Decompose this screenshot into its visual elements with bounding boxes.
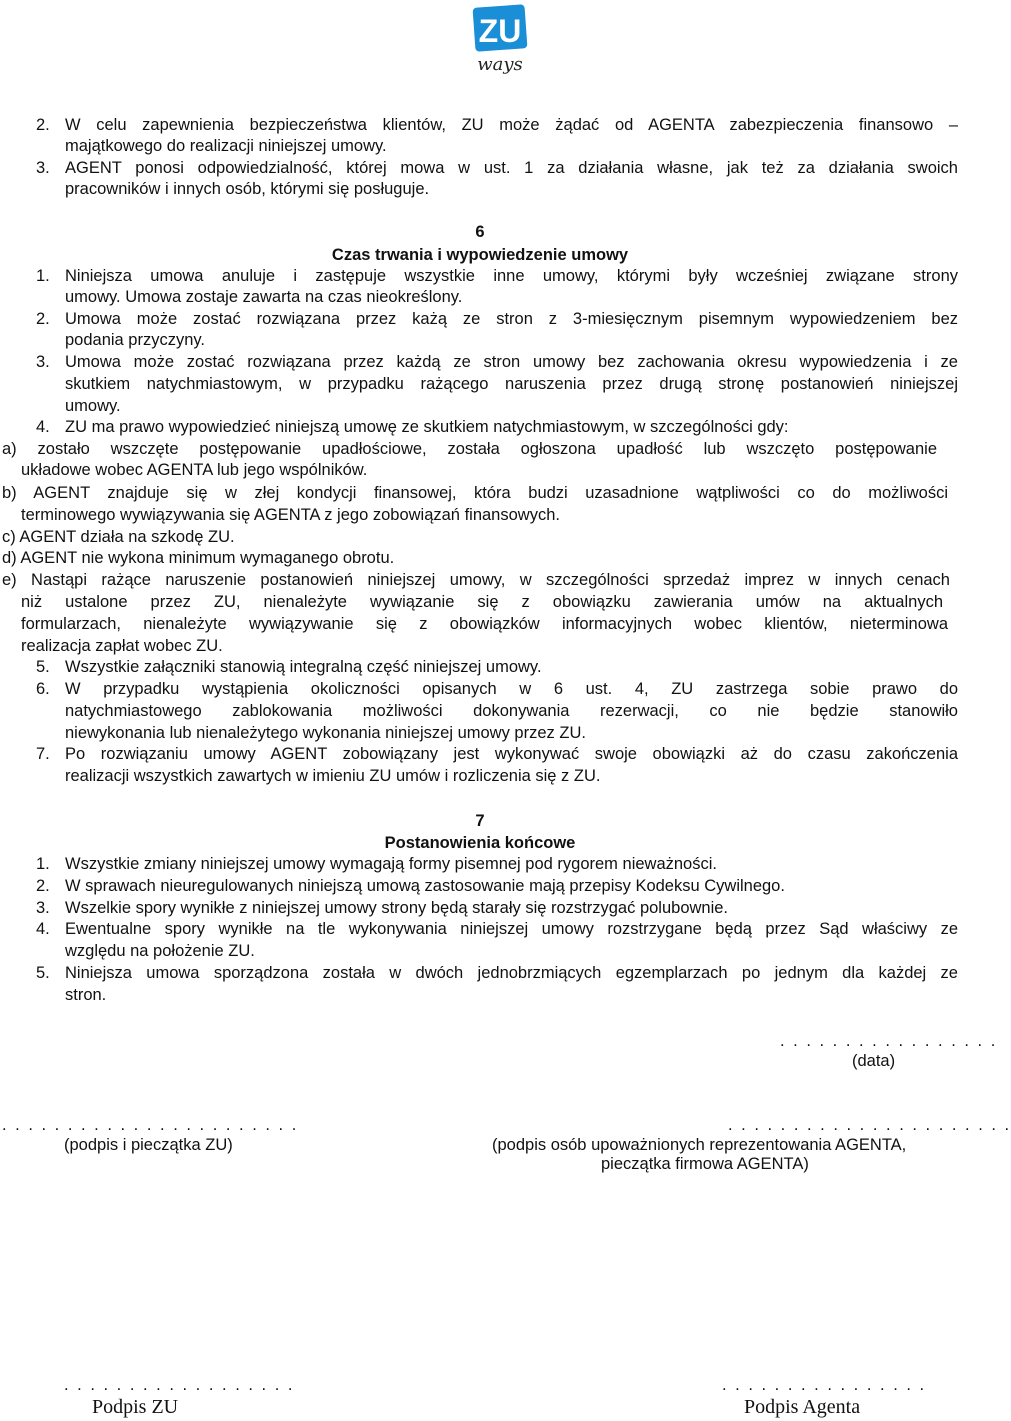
- item-number: 3.: [36, 159, 50, 177]
- logo-text: ZU: [478, 13, 522, 49]
- section-title: Postanowienia końcowe: [384, 834, 576, 852]
- paragraph-line: Umowa może zostać rozwiązana przez każdą ze stron umowy bez zachowania okresu wypowiedzenia i ze: [65, 353, 958, 371]
- signature-label-agent: (podpis osób upoważnionych reprezentowania AGENTA,: [492, 1136, 907, 1154]
- item-number: 3.: [36, 899, 50, 917]
- paragraph-line: ZU ma prawo wypowiedzieć niniejszą umowę ze skutkiem natychmiastowym, w szczególności gdy:: [65, 418, 789, 436]
- item-number: 2.: [36, 116, 50, 134]
- section-number: 7: [475, 812, 485, 830]
- list-item-a-cont: układowe wobec AGENTA lub jego wspólników.: [21, 461, 368, 479]
- date-label: (data): [852, 1052, 896, 1070]
- item-number: 2.: [36, 877, 50, 895]
- paragraph-line: W sprawach nieuregulowanych niniejszą umową zastosowanie mają przepisy Kodeksu Cywilnego.: [65, 877, 785, 895]
- item-number: 6.: [36, 680, 50, 698]
- list-item-a: a) zostało wszczęte postępowanie upadłościowe, została ogłoszona upadłość lub wszczęto postępowanie: [2, 440, 937, 458]
- section-number: 6: [475, 223, 485, 241]
- paragraph-line: Niniejsza umowa sporządzona została w dwóch jednobrzmiących egzemplarzach po jednym dla każdej ze: [65, 964, 958, 982]
- paragraph-line: realizacji wszystkich zawartych w imieniu ZU umów i rozliczenia się z ZU.: [65, 767, 601, 785]
- list-item-e-cont: realizacja zapłat wobec ZU.: [21, 637, 223, 655]
- bottom-signature-label-zu: Podpis ZU: [92, 1396, 179, 1418]
- paragraph-line: Niniejsza umowa anuluje i zastępuje wszystkie inne umowy, którymi były wcześniej związane strony: [65, 267, 958, 285]
- paragraph-line: AGENT ponosi odpowiedzialność, której mowa w ust. 1 za działania własne, jak też za działania swoich: [65, 159, 958, 177]
- signature-label-agent-cont: pieczątka firmowa AGENTA): [601, 1155, 809, 1173]
- paragraph-line: umowy.: [65, 397, 121, 415]
- paragraph-line: pracowników i innych osób, którymi się posługuje.: [65, 180, 430, 198]
- signature-dots-agent: . . . . . . . . . . . . . . . . . . . . . .: [728, 1116, 1011, 1134]
- list-item-e: e) Nastąpi rażące naruszenie postanowień niniejszej umowy, w szczególności sprzedaż imprez w innych cenach: [2, 571, 950, 589]
- paragraph-line: umowy. Umowa zostaje zawarta na czas nieokreślony.: [65, 288, 463, 306]
- paragraph-line: W przypadku wystąpienia okoliczności opisanych w 6 ust. 4, ZU zastrzega sobie prawo do: [65, 680, 958, 698]
- bottom-signature-dots-zu: . . . . . . . . . . . . . . . . . .: [64, 1376, 295, 1394]
- list-item-b: b) AGENT znajduje się w złej kondycji finansowej, która budzi uzasadnione wątpliwości co do możliwości: [2, 484, 948, 502]
- company-logo: [470, 4, 530, 78]
- paragraph-line: niewykonania lub nienależytego wykonania niniejszej umowy przez ZU.: [65, 724, 586, 742]
- paragraph-line: W celu zapewnienia bezpieczeństwa klientów, ZU może żądać od AGENTA zabezpieczenia finansowo –: [65, 116, 958, 134]
- item-number: 1.: [36, 855, 50, 873]
- section-title: Czas trwania i wypowiedzenie umowy: [331, 246, 629, 264]
- bottom-signature-label-agent: Podpis Agenta: [744, 1396, 861, 1418]
- paragraph-line: Wszelkie spory wynikłe z niniejszej umowy strony będą starały się rozstrzygać polubownie.: [65, 899, 729, 917]
- paragraph-line: względu na położenie ZU.: [65, 942, 255, 960]
- signature-label-zu: (podpis i pieczątka ZU): [64, 1136, 233, 1154]
- paragraph-line: natychmiastowego zablokowania możliwości dokonywania rezerwacji, co nie będzie stanowiło: [65, 702, 958, 720]
- item-number: 3.: [36, 353, 50, 371]
- paragraph-line: Wszystkie załączniki stanowią integralną część niniejszej umowy.: [65, 658, 542, 676]
- bottom-signature-dots-agent: . . . . . . . . . . . . . . . .: [722, 1376, 927, 1394]
- item-number: 5.: [36, 658, 50, 676]
- paragraph-line: Ewentualne spory wynikłe na tle wykonywania niniejszej umowy rozstrzygane będą przez Sąd właściwy ze: [65, 920, 958, 938]
- list-item-e-cont: formularzach, nienależyte wywiązywanie się z obowiązków informacyjnych wobec klientów, nieterminowa: [21, 615, 948, 633]
- paragraph-line: Wszystkie zmiany niniejszej umowy wymagają formy pisemnej pod rygorem nieważności.: [65, 855, 717, 873]
- item-number: 4.: [36, 418, 50, 436]
- item-number: 2.: [36, 310, 50, 328]
- item-number: 1.: [36, 267, 50, 285]
- paragraph-line: podania przyczyny.: [65, 331, 206, 349]
- signature-dots-zu: . . . . . . . . . . . . . . . . . . . . . . .: [2, 1116, 299, 1134]
- item-number: 7.: [36, 745, 50, 763]
- zu-logo-graphic: [470, 4, 530, 78]
- list-item-e-cont: niż ustalone przez ZU, nienależyte wywiązanie się z obowiązku zawierania umów na aktualnych: [21, 593, 943, 611]
- item-number: 5.: [36, 964, 50, 982]
- paragraph-line: Po rozwiązaniu umowy AGENT zobowiązany jest wykonywać swoje obowiązki aż do czasu zakończenia: [65, 745, 958, 763]
- paragraph-line: skutkiem natychmiastowym, w przypadku rażącego naruszenia przez drugą stronę postanowień niniejszej: [65, 375, 958, 393]
- item-number: 4.: [36, 920, 50, 938]
- paragraph-line: stron.: [65, 986, 107, 1004]
- logo-subtext: ways: [477, 54, 523, 75]
- list-item-c: c) AGENT działa na szkodę ZU.: [2, 528, 235, 546]
- list-item-b-cont: terminowego wywiązywania się AGENTA z jego zobowiązań finansowych.: [21, 506, 560, 524]
- paragraph-line: Umowa może zostać rozwiązana przez każą ze stron z 3-miesięcznym pisemnym wypowiedzeniem bez: [65, 310, 958, 328]
- paragraph-line: majątkowego do realizacji niniejszej umowy.: [65, 137, 387, 155]
- date-dots: . . . . . . . . . . . . . . . . .: [780, 1032, 998, 1050]
- list-item-d: d) AGENT nie wykona minimum wymaganego obrotu.: [2, 549, 395, 567]
